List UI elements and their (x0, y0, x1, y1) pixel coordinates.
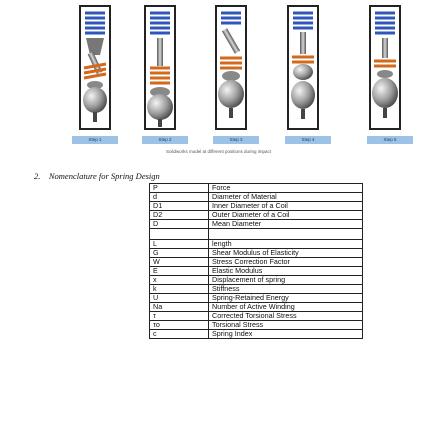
nomenclature-description: Outer Diameter of a Coil (209, 211, 363, 220)
nomenclature-row (150, 294, 363, 303)
nomenclature-row (150, 285, 363, 294)
step-2-label: Step 2 (142, 136, 188, 144)
nomenclature-symbol: D (150, 220, 209, 229)
nomenclature-symbol: c (150, 330, 209, 339)
step-4-label: Step 4 (285, 136, 331, 144)
nomenclature-description: Diameter of Material (209, 193, 363, 202)
nomenclature-row (150, 193, 363, 202)
nomenclature-symbol: D2 (150, 211, 209, 220)
nomenclature-description: Corrected Torsional Stress (209, 312, 363, 321)
nomenclature-description: Displacement of spring (209, 276, 363, 285)
nomenclature-row (150, 267, 363, 276)
step-1-label: Step 1 (72, 136, 118, 144)
nomenclature-symbol: τ (150, 312, 209, 321)
nomenclature-description: Spring-Retained Energy (209, 294, 363, 303)
nomenclature-symbol: U (150, 294, 209, 303)
nomenclature-description: Force (209, 184, 363, 193)
nomenclature-row (150, 312, 363, 321)
nomenclature-description (209, 229, 363, 240)
section-title: Nomenclature for Spring Design (48, 171, 160, 181)
nomenclature-description: Spring Index (209, 330, 363, 339)
nomenclature-symbol (150, 229, 209, 240)
nomenclature-symbol: D1 (150, 202, 209, 211)
nomenclature-row (150, 276, 363, 285)
nomenclature-row (150, 220, 363, 229)
nomenclature-row (150, 229, 363, 240)
nomenclature-row (150, 321, 363, 330)
nomenclature-row (150, 202, 363, 211)
nomenclature-description: Stiffness (209, 285, 363, 294)
figure-caption: Solidworks model at different positions during impact (166, 149, 271, 154)
nomenclature-symbol: x (150, 276, 209, 285)
nomenclature-row (150, 211, 363, 220)
nomenclature-symbol: E (150, 267, 209, 276)
section-number: 2. (34, 171, 41, 181)
section-heading (34, 171, 160, 181)
nomenclature-row (150, 184, 363, 193)
nomenclature-description: Stress Correction Factor (209, 258, 363, 267)
nomenclature-row (150, 330, 363, 339)
model-step-5 (370, 6, 400, 129)
nomenclature-description: Shear Modulus of Elasticity (209, 249, 363, 258)
nomenclature-description: length (209, 240, 363, 249)
model-step-2 (145, 6, 175, 129)
nomenclature-description: Torsional Stress (209, 321, 363, 330)
nomenclature-row (150, 303, 363, 312)
nomenclature-symbol: k (150, 285, 209, 294)
model-step-3 (216, 6, 246, 129)
nomenclature-description: Mean Diameter (209, 220, 363, 229)
nomenclature-description: Number of Active Winding (209, 303, 363, 312)
nomenclature-symbol: τo (150, 321, 209, 330)
nomenclature-symbol: L (150, 240, 209, 249)
nomenclature-symbol: G (150, 249, 209, 258)
nomenclature-table (149, 183, 363, 339)
model-step-1 (80, 6, 110, 129)
nomenclature-symbol: P (150, 184, 209, 193)
nomenclature-row (150, 258, 363, 267)
nomenclature-description: Elastic Modulus (209, 267, 363, 276)
nomenclature-symbol: d (150, 193, 209, 202)
nomenclature-description: Inner Diameter of a Coil (209, 202, 363, 211)
spring-model-figure (0, 0, 437, 160)
model-step-4 (288, 6, 318, 129)
step-3-label: Step 3 (213, 136, 259, 144)
nomenclature-row (150, 249, 363, 258)
nomenclature-symbol: Na (150, 303, 209, 312)
step-5-label: Step 5 (367, 136, 413, 144)
nomenclature-symbol: W (150, 258, 209, 267)
nomenclature-row (150, 240, 363, 249)
